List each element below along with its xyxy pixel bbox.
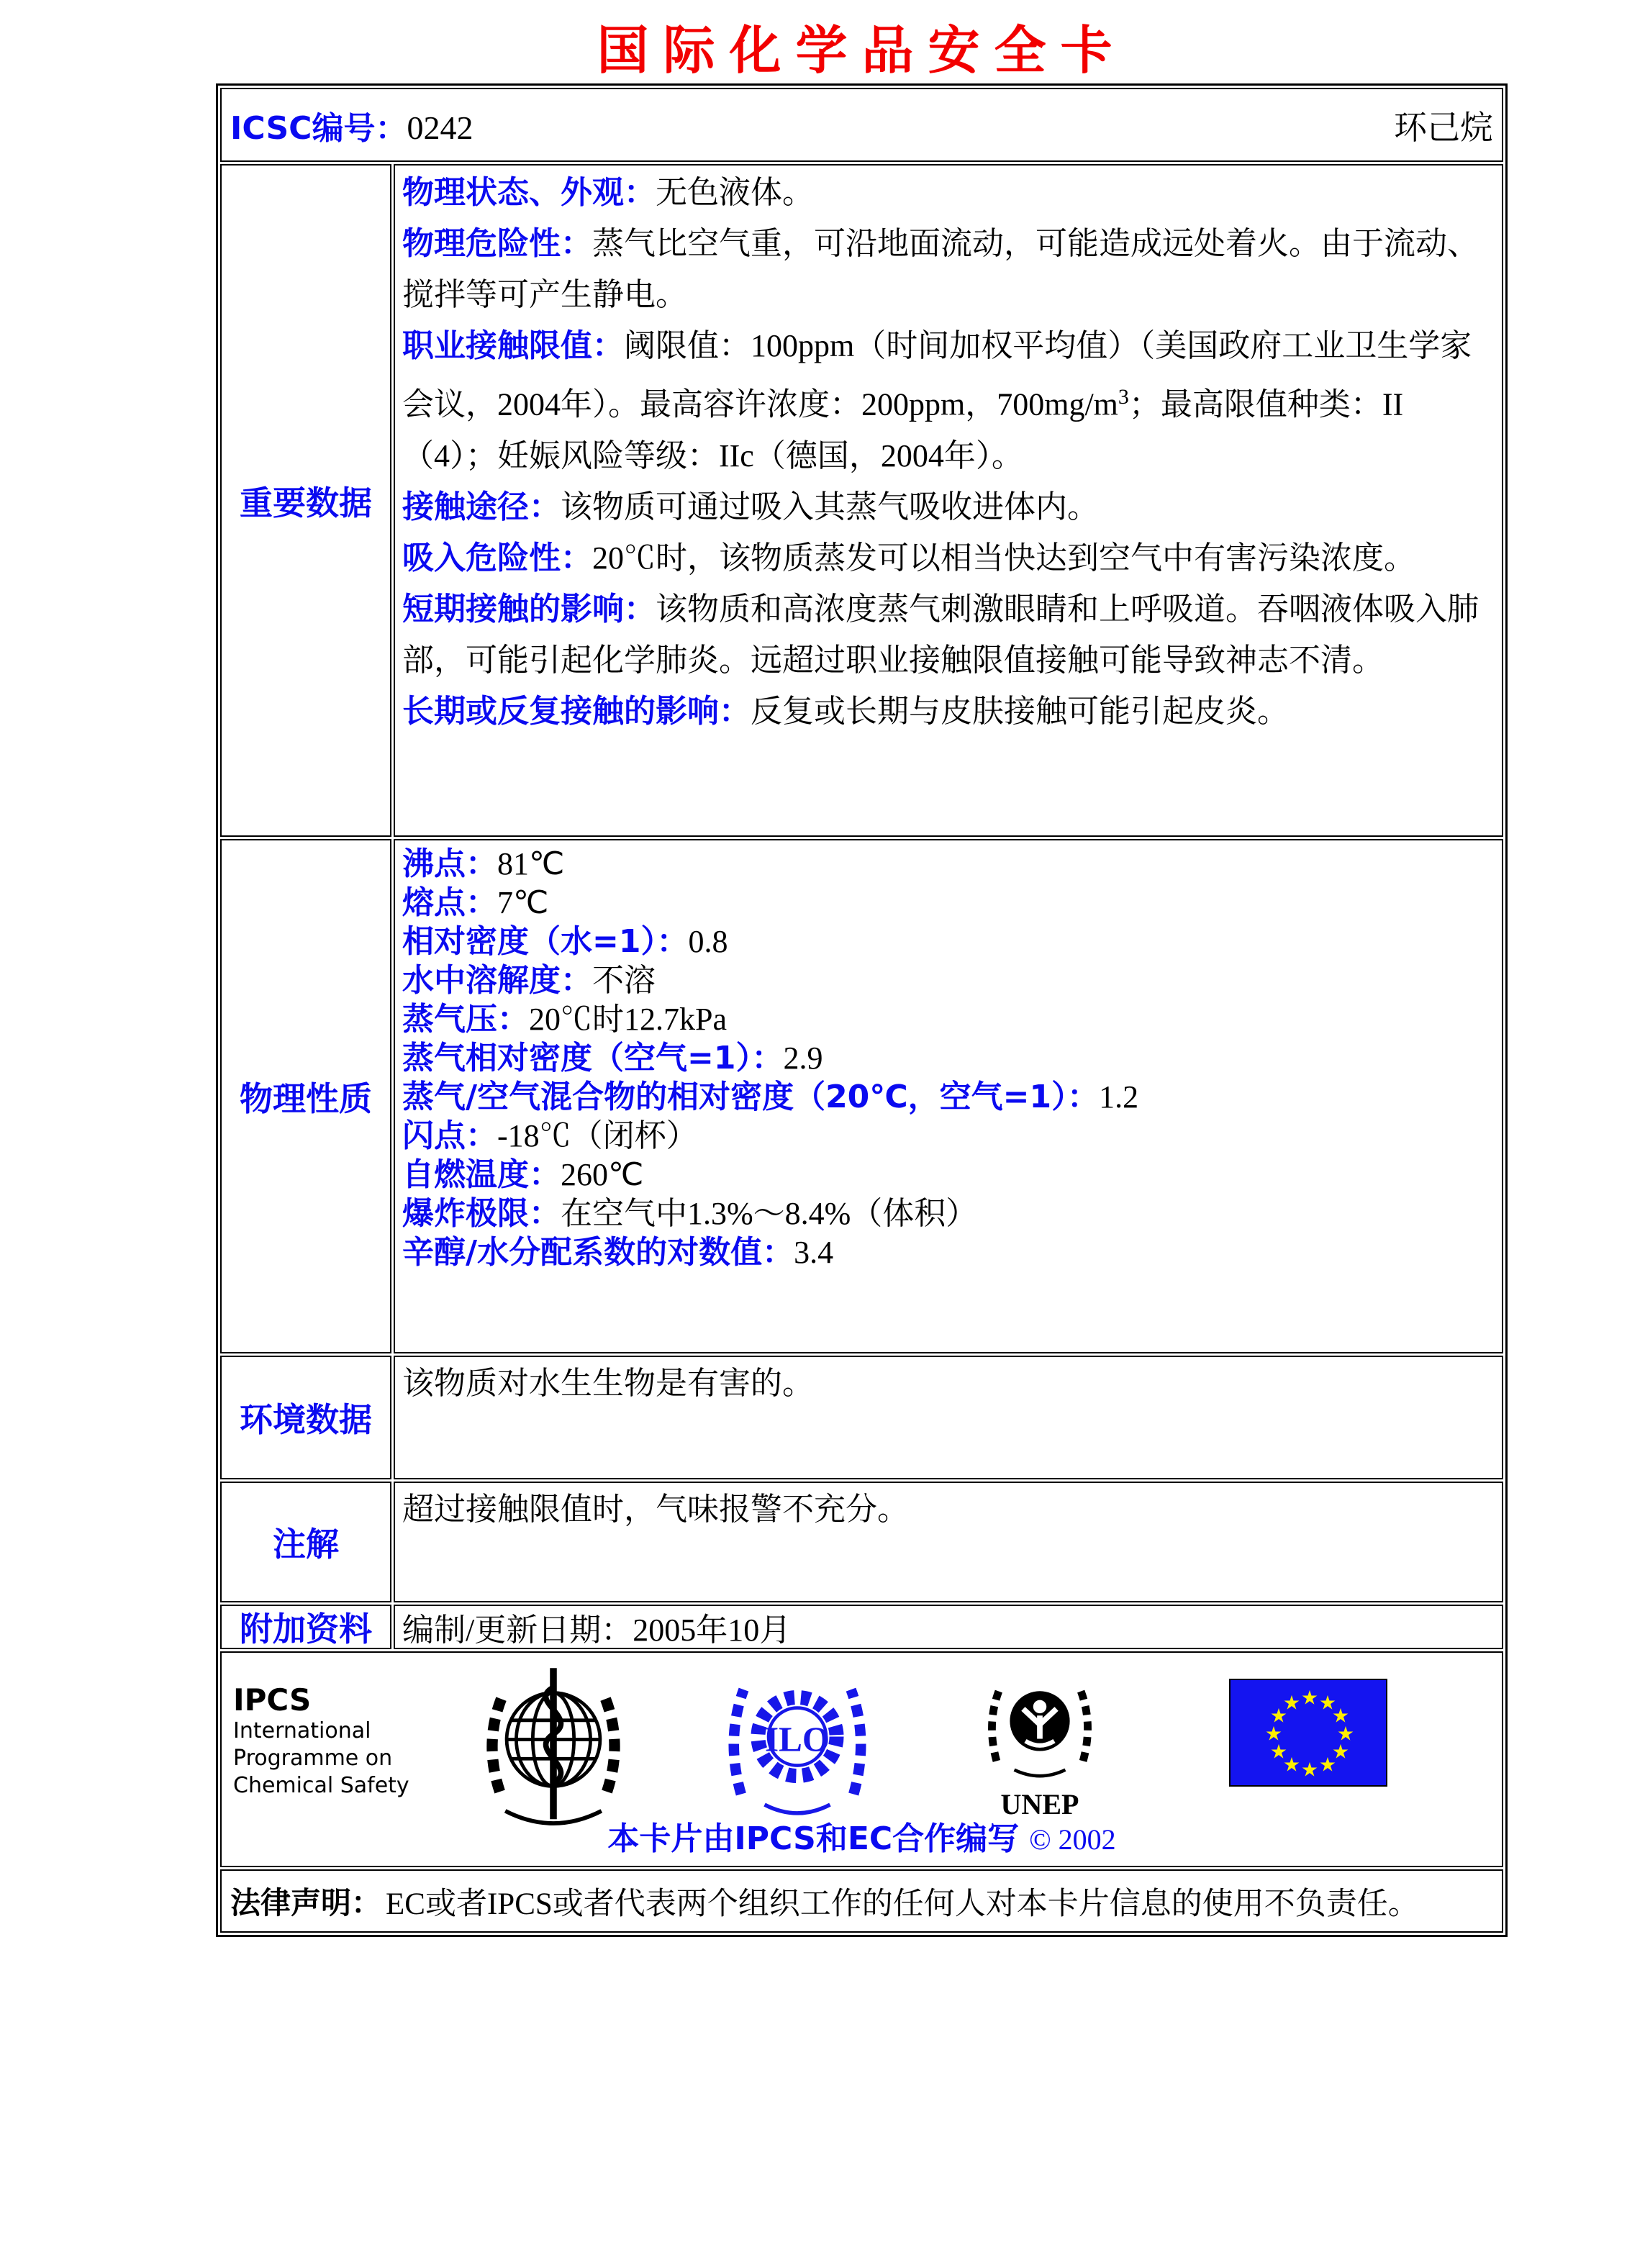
unep-logo-block xyxy=(979,1670,1101,1819)
property-label: 沸点： xyxy=(402,845,497,882)
physical-properties-row xyxy=(220,839,1503,1353)
item-label: 物理状态、外观： xyxy=(402,174,656,211)
property-melting-point xyxy=(402,884,1495,922)
physical-properties-content xyxy=(394,839,1503,1353)
page-title: 国际化学品安全卡 xyxy=(597,19,1127,81)
eu-star-icon: ★ xyxy=(1264,1723,1283,1746)
item-text: 蒸气比空气重，可沿地面流动，可能造成远处着火。由于流动、搅拌等可产生静电。 xyxy=(402,226,1479,312)
item-text: 该物质可通过吸入其蒸气吸收进体内。 xyxy=(561,489,1099,525)
icsc-number-value: 0242 xyxy=(407,109,473,146)
notes-text: 超过接触限值时，气味报警不充分。 xyxy=(402,1492,909,1527)
environmental-data-text: 该物质对水生生物是有害的。 xyxy=(402,1366,814,1401)
item-text: 反复或长期与皮肤接触可能引起皮炎。 xyxy=(751,693,1289,729)
item-label: 长期或反复接触的影响： xyxy=(402,692,751,730)
chemical-name: 环己烷 xyxy=(1394,109,1493,146)
unep-caption: UNEP xyxy=(1000,1788,1079,1820)
property-label: 蒸气相对密度（空气=1）： xyxy=(402,1040,784,1076)
eu-star-icon: ★ xyxy=(1300,1759,1319,1782)
property-explosive-limits xyxy=(402,1194,1495,1233)
item-label: 物理危险性： xyxy=(402,225,592,262)
item-text: ；最高限值种类：II（4）；妊娠风险等级：IIc（德国，2004年）。 xyxy=(402,386,1404,473)
property-value: 81℃ xyxy=(497,846,565,881)
important-item-inhalation-risk xyxy=(402,532,1495,584)
property-label: 相对密度（水=1）： xyxy=(402,923,689,960)
property-value: 0.8 xyxy=(688,924,728,959)
who-logo-icon xyxy=(478,1657,629,1838)
additional-info-content xyxy=(394,1605,1503,1649)
copyright-text: © 2002 xyxy=(1029,1823,1116,1856)
eu-star-icon: ★ xyxy=(1300,1687,1319,1710)
physical-properties-label: 物理性质 xyxy=(240,1079,372,1118)
eu-star-icon: ★ xyxy=(1318,1754,1337,1777)
important-data-header xyxy=(220,164,391,837)
additional-info-label: 附加资料 xyxy=(240,1610,372,1648)
safety-card-table xyxy=(216,83,1508,1937)
property-vapor-pressure xyxy=(402,1000,1495,1039)
important-item-short-term-effects xyxy=(402,584,1495,686)
property-label: 爆炸极限： xyxy=(402,1195,561,1232)
property-label: 水中溶解度： xyxy=(402,962,592,999)
physical-properties-header xyxy=(220,839,391,1353)
notes-label: 注解 xyxy=(273,1525,339,1564)
ilo-logo-icon xyxy=(725,1669,869,1827)
eu-star-icon: ★ xyxy=(1331,1741,1350,1764)
property-vapor-relative-density xyxy=(402,1039,1495,1078)
property-flash-point xyxy=(402,1117,1495,1156)
notes-content xyxy=(394,1482,1503,1602)
property-value: 2.9 xyxy=(783,1040,823,1076)
ipcs-subtitle-line: Programme on xyxy=(233,1746,393,1771)
property-value: 3.4 xyxy=(794,1235,834,1270)
ipcs-title: IPCS xyxy=(233,1682,312,1718)
item-text: 无色液体。 xyxy=(656,175,814,210)
additional-info-row xyxy=(220,1605,1503,1649)
property-water-solubility xyxy=(402,961,1495,1000)
important-item-long-term-effects xyxy=(402,686,1495,737)
ipcs-subtitle-line: Chemical Safety xyxy=(233,1773,409,1798)
property-label: 辛醇/水分配系数的对数值： xyxy=(402,1234,794,1271)
important-item-physical-danger xyxy=(402,218,1495,320)
property-value: 1.2 xyxy=(1099,1079,1139,1115)
important-item-occupational-limits xyxy=(402,320,1495,481)
item-label: 职业接触限值： xyxy=(402,327,624,364)
property-octanol-water-partition xyxy=(402,1233,1495,1272)
icsc-number xyxy=(230,102,473,148)
legal-notice-text: EC或者IPCS或者代表两个组织工作的任何人对本卡片信息的使用不负责任。 xyxy=(386,1887,1419,1921)
icsc-header-cell xyxy=(220,88,1503,162)
property-autoignition-temperature xyxy=(402,1156,1495,1194)
eu-flag-icon xyxy=(1229,1679,1387,1787)
important-item-physical-state xyxy=(402,167,1495,218)
eu-star-icon: ★ xyxy=(1269,1741,1288,1764)
item-text: 阈限值：100ppm（时间加权平均值）（美国政府工业卫生学家会议，2004年）。最高容许浓度：200ppm，700mg/m xyxy=(402,328,1472,422)
eu-star-icon: ★ xyxy=(1282,1754,1301,1777)
property-value: 20℃时12.7kPa xyxy=(529,1002,727,1037)
property-label: 熔点： xyxy=(402,884,497,921)
eu-star-icon: ★ xyxy=(1269,1705,1288,1728)
environmental-data-label: 环境数据 xyxy=(240,1400,372,1439)
important-data-row xyxy=(220,164,1503,837)
icsc-header-row xyxy=(220,88,1503,162)
legal-notice-label: 法律声明： xyxy=(230,1885,382,1920)
environmental-data-row xyxy=(220,1356,1503,1479)
ipcs-subtitle-line: International xyxy=(233,1718,371,1743)
property-label: 闪点： xyxy=(402,1117,497,1154)
eu-star-icon: ★ xyxy=(1336,1723,1355,1746)
notes-row xyxy=(220,1482,1503,1602)
credit-text: 本卡片由IPCS和EC合作编写 xyxy=(607,1820,1020,1857)
item-label: 吸入危险性： xyxy=(402,539,592,576)
property-label: 自燃温度： xyxy=(402,1156,561,1193)
item-text: 该物质和高浓度蒸气刺激眼睛和上呼吸道。吞咽液体吸入肺部，可能引起化学肺炎。远超过职业接触限值接触可能导致神志不清。 xyxy=(402,591,1479,678)
item-text: 20℃时，该物质蒸发可以相当快达到空气中有害污染浓度。 xyxy=(592,540,1415,576)
property-value: 7℃ xyxy=(497,885,549,920)
property-relative-density xyxy=(402,922,1495,961)
footer-logos-row xyxy=(220,1651,1503,1867)
property-value: 在空气中1.3%～8.4%（体积） xyxy=(561,1196,978,1231)
environmental-data-header xyxy=(220,1356,391,1479)
ipcs-text-block xyxy=(233,1683,409,1800)
legal-notice-row xyxy=(220,1869,1503,1933)
important-item-exposure-routes xyxy=(402,481,1495,532)
property-value: 不溶 xyxy=(592,963,656,998)
eu-star-icon: ★ xyxy=(1318,1692,1337,1715)
additional-info-text: 编制/更新日期：2005年10月 xyxy=(402,1612,792,1648)
property-value: -18℃（闭杯） xyxy=(497,1118,698,1153)
property-boiling-point xyxy=(402,845,1495,884)
icsc-number-label: ICSC编号： xyxy=(230,109,407,147)
eu-star-icon: ★ xyxy=(1331,1705,1350,1728)
important-data-content xyxy=(394,164,1503,837)
credit-line xyxy=(222,1813,1502,1859)
property-label: 蒸气/空气混合物的相对密度（20℃，空气=1）： xyxy=(402,1079,1100,1115)
important-data-label: 重要数据 xyxy=(240,483,372,522)
property-label: 蒸气压： xyxy=(402,1001,529,1038)
property-value: 260℃ xyxy=(561,1157,644,1192)
property-vapor-air-mixture-density xyxy=(402,1078,1495,1117)
superscript-3: 3 xyxy=(1118,385,1129,409)
ilo-letters: ILO xyxy=(764,1719,830,1759)
unep-logo-icon xyxy=(979,1670,1101,1791)
notes-header xyxy=(220,1482,391,1602)
environmental-data-content xyxy=(394,1356,1503,1479)
footer-logos-cell xyxy=(220,1651,1503,1867)
item-label: 短期接触的影响： xyxy=(402,590,656,627)
item-label: 接触途径： xyxy=(402,488,561,525)
additional-info-header xyxy=(220,1605,391,1649)
legal-notice-cell xyxy=(220,1869,1503,1933)
eu-star-icon: ★ xyxy=(1282,1692,1301,1715)
